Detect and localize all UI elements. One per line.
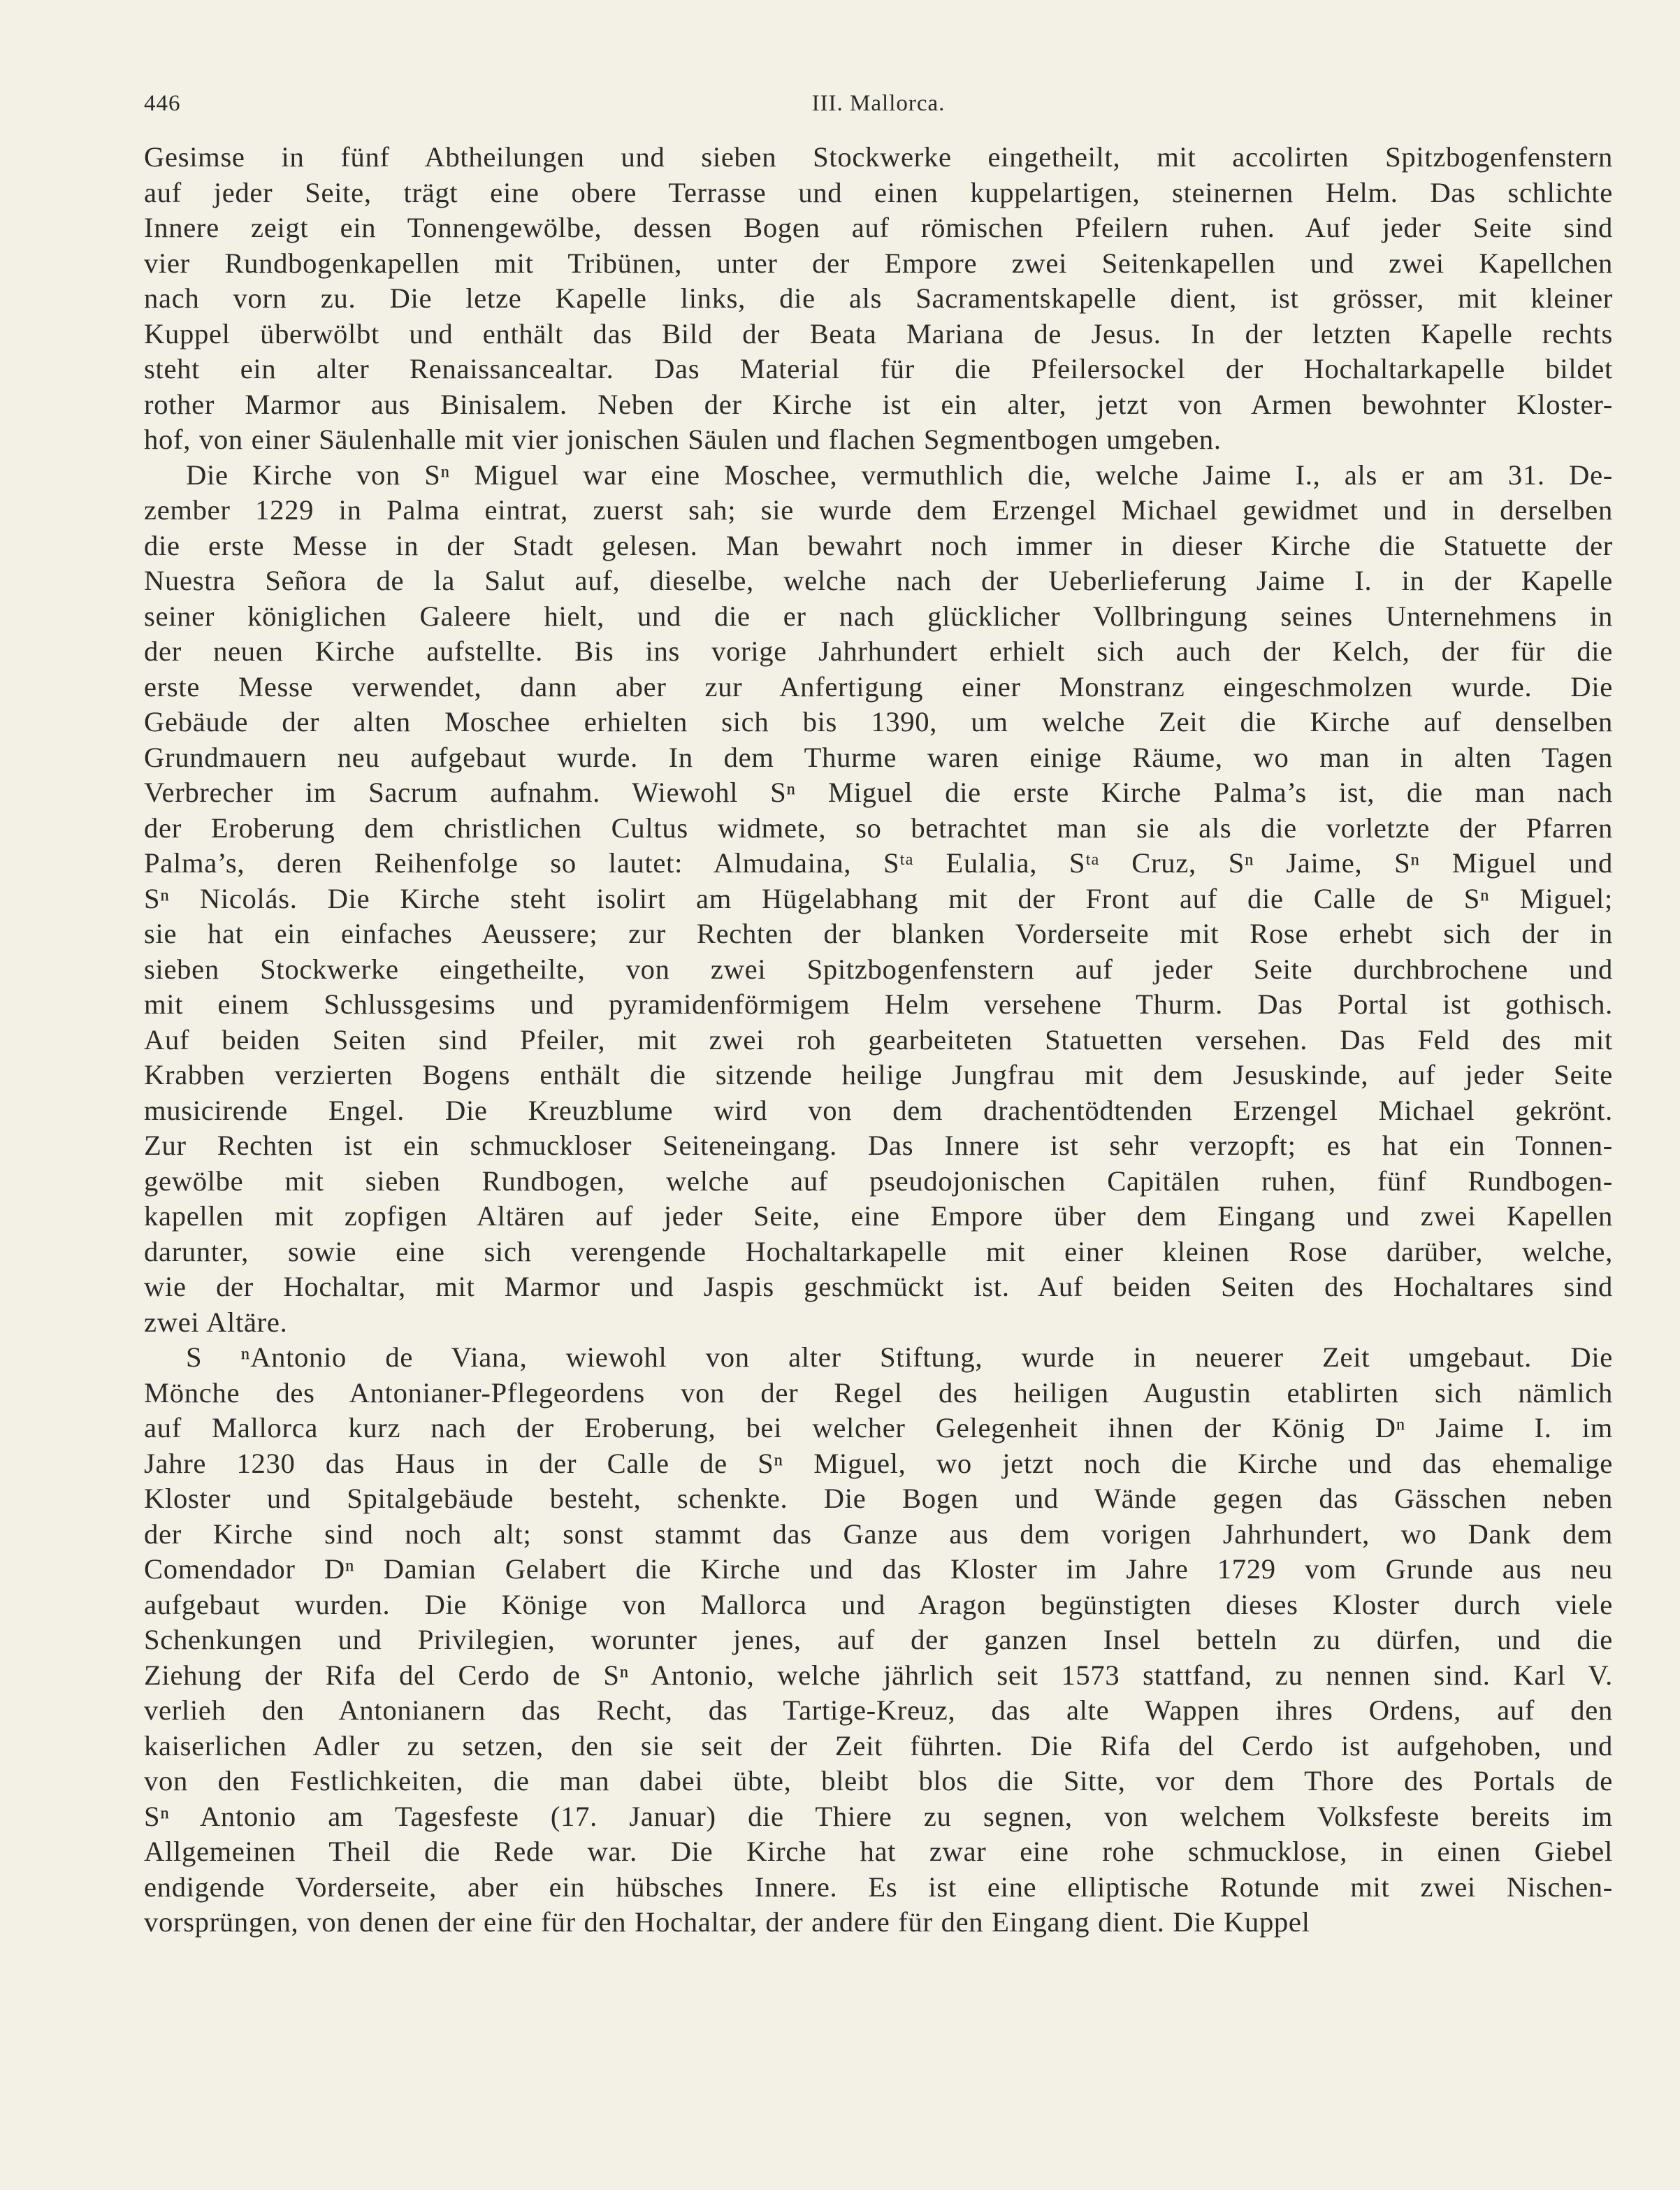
text-line: aufgebaut wurden. Die Könige von Mallorca und Aragon begünstigten dieses Kloster durch viele (144, 1588, 1613, 1620)
text-line: rother Marmor aus Binisalem. Neben der Kirche ist ein alter, jetzt von Armen bewohnter Kloster- (144, 388, 1613, 420)
text-line: darunter, sowie eine sich verengende Hochaltarkapelle mit einer kleinen Rose darüber, welche, (144, 1235, 1613, 1267)
text-line: kaiserlichen Adler zu setzen, den sie seit der Zeit führten. Die Rifa del Cerdo ist aufgehoben, und (144, 1729, 1613, 1762)
text-line: auf jeder Seite, trägt eine obere Terrasse und einen kuppelartigen, steinernen Helm. Das schlichte (144, 176, 1613, 208)
text-line: erste Messe verwendet, dann aber zur Anfertigung einer Monstranz eingeschmolzen wurde. Die (144, 670, 1613, 703)
text-line: Grundmauern neu aufgebaut wurde. In dem Thurme waren einige Räume, wo man in alten Tagen (144, 741, 1613, 773)
paragraph (144, 1340, 1613, 1940)
body-text (144, 140, 1613, 1940)
text-line: sie hat ein einfaches Aeussere; zur Rechten der blanken Vorderseite mit Rose erhebt sich der in (144, 918, 1613, 949)
text-line: kapellen mit zopfigen Altären auf jeder Seite, eine Empore über dem Eingang und zwei Kapellen (144, 1200, 1613, 1232)
book-page (144, 91, 1613, 1940)
text-line: auf Mallorca kurz nach der Eroberung, bei welcher Gelegenheit ihnen der König Dⁿ Jaime I. im (144, 1412, 1613, 1443)
text-line: Nuestra Señora de la Salut auf, dieselbe, welche nach der Ueberlieferung Jaime I. in der Kapelle (144, 565, 1613, 596)
page-number: 446 (144, 91, 181, 116)
text-line: Ziehung der Rifa del Cerdo de Sⁿ Antonio, welche jährlich seit 1573 stattfand, zu nennen sind. Karl V. (144, 1659, 1613, 1691)
text-line: gewölbe mit sieben Rundbogen, welche auf pseudojonischen Capitälen ruhen, fünf Rundbogen- (144, 1165, 1613, 1197)
text-line: mit einem Schlussgesims und pyramidenförmigem Helm versehene Thurm. Das Portal ist gothisch. (144, 988, 1613, 1020)
text-line: Schenkungen und Privilegien, worunter jenes, auf der ganzen Insel betteln zu dürfen, und die (144, 1624, 1613, 1655)
text-line: Kuppel überwölbt und enthält das Bild der Beata Mariana de Jesus. In der letzten Kapelle rechts (144, 317, 1613, 350)
text-line: Jahre 1230 das Haus in der Calle de Sⁿ Miguel, wo jetzt noch die Kirche und das ehemalige (144, 1447, 1613, 1479)
text-line: seiner königlichen Galeere hielt, und die er nach glücklicher Vollbringung seines Unternehmens in (144, 600, 1613, 632)
text-line: Auf beiden Seiten sind Pfeiler, mit zwei roh gearbeiteten Statuetten versehen. Das Feld des mit (144, 1023, 1613, 1056)
text-line: Sⁿ Nicolás. Die Kirche steht isolirt am Hügelabhang mit der Front auf die Calle de Sⁿ Miguel; (144, 882, 1613, 914)
text-line: Zur Rechten ist ein schmuckloser Seiteneingang. Das Innere ist sehr verzopft; es hat ein Tonnen- (144, 1130, 1613, 1161)
text-line: nach vorn zu. Die letze Kapelle links, die als Sacramentskapelle dient, ist grösser, mit kleiner (144, 282, 1613, 314)
text-line: Gebäude der alten Moschee erhielten sich bis 1390, um welche Zeit die Kirche auf denselben (144, 706, 1613, 737)
paragraph (144, 458, 1613, 1341)
text-line: Sⁿ Antonio am Tagesfeste (17. Januar) die Thiere zu segnen, von welchem Volksfeste bereits im (144, 1800, 1613, 1832)
page-header (144, 91, 1613, 140)
text-line: endigende Vorderseite, aber ein hübsches Innere. Es ist eine elliptische Rotunde mit zwei Nischen- (144, 1871, 1613, 1903)
text-line: Krabben verzierten Bogens enthält die sitzende heilige Jungfrau mit dem Jesuskinde, auf jeder Seite (144, 1059, 1613, 1090)
text-line: zember 1229 in Palma eintrat, zuerst sah; sie wurde dem Erzengel Michael gewidmet und in derselben (144, 494, 1613, 526)
text-line: zwei Altäre. (144, 1306, 288, 1338)
running-title: III. Mallorca. (811, 91, 946, 116)
text-line: wie der Hochaltar, mit Marmor und Jaspis geschmückt ist. Auf beiden Seiten des Hochaltares sind (144, 1271, 1613, 1302)
text-line: hof, von einer Säulenhalle mit vier jonischen Säulen und flachen Segmentbogen umgeben. (144, 424, 1222, 455)
text-line: verlieh den Antonianern das Recht, das Tartige-Kreuz, das alte Wappen ihres Ordens, auf den (144, 1694, 1613, 1726)
text-line: Verbrecher im Sacrum aufnahm. Wiewohl Sⁿ Miguel die erste Kirche Palma’s ist, die man nach (144, 777, 1613, 808)
text-line: der Eroberung dem christlichen Cultus widmete, so betrachtet man sie als die vorletzte der Pfarren (144, 812, 1613, 844)
text-line: vier Rundbogenkapellen mit Tribünen, unter der Empore zwei Seitenkapellen und zwei Kapellchen (144, 247, 1613, 279)
text-line: der Kirche sind noch alt; sonst stammt das Ganze aus dem vorigen Jahrhundert, wo Dank dem (144, 1518, 1613, 1550)
text-line: sieben Stockwerke eingetheilte, von zwei Spitzbogenfenstern auf jeder Seite durchbrochene und (144, 953, 1613, 985)
paragraph (144, 140, 1613, 458)
text-line: von den Festlichkeiten, die man dabei übte, bleibt blos die Sitte, vor dem Thore des Portals de (144, 1765, 1613, 1796)
text-line: Kloster und Spitalgebäude besteht, schenkte. Die Bogen und Wände gegen das Gässchen neben (144, 1483, 1613, 1514)
text-line: steht ein alter Renaissancealtar. Das Material für die Pfeilersockel der Hochaltarkapelle bildet (144, 353, 1613, 384)
text-line: Gesimse in fünf Abtheilungen und sieben Stockwerke eingetheilt, mit accolirten Spitzbogenfenstern (144, 141, 1613, 173)
text-line: Mönche des Antonianer-Pflegeordens von der Regel des heiligen Augustin etablirten sich nämlich (144, 1376, 1613, 1409)
text-line: die erste Messe in der Stadt gelesen. Man bewahrt noch immer in dieser Kirche die Statuette der (144, 529, 1613, 561)
text-line: musicirende Engel. Die Kreuzblume wird von dem drachentödtenden Erzengel Michael gekrönt. (144, 1094, 1613, 1126)
text-line: Palma’s, deren Reihenfolge so lautet: Almudaina, Sᵗᵃ Eulalia, Sᵗᵃ Cruz, Sⁿ Jaime, Sⁿ Miguel und (144, 847, 1613, 879)
text-line: Die Kirche von Sⁿ Miguel war eine Moschee, vermuthlich die, welche Jaime I., als er am 31. De- (186, 459, 1613, 491)
text-line: Comendador Dⁿ Damian Gelabert die Kirche und das Kloster im Jahre 1729 vom Grunde aus neu (144, 1553, 1613, 1585)
text-line: vorsprüngen, von denen der eine für den Hochaltar, der andere für den Eingang dient. Die Kuppel (144, 1906, 1310, 1938)
text-line: der neuen Kirche aufstellte. Bis ins vorige Jahrhundert erhielt sich auch der Kelch, der für die (144, 635, 1613, 667)
text-line: S ⁿAntonio de Viana, wiewohl von alter Stiftung, wurde in neuerer Zeit umgebaut. Die (186, 1341, 1613, 1373)
text-line: Allgemeinen Theil die Rede war. Die Kirche hat zwar eine rohe schmucklose, in einen Giebel (144, 1836, 1613, 1867)
text-line: Innere zeigt ein Tonnengewölbe, dessen Bogen auf römischen Pfeilern ruhen. Auf jeder Seite sind (144, 212, 1613, 243)
